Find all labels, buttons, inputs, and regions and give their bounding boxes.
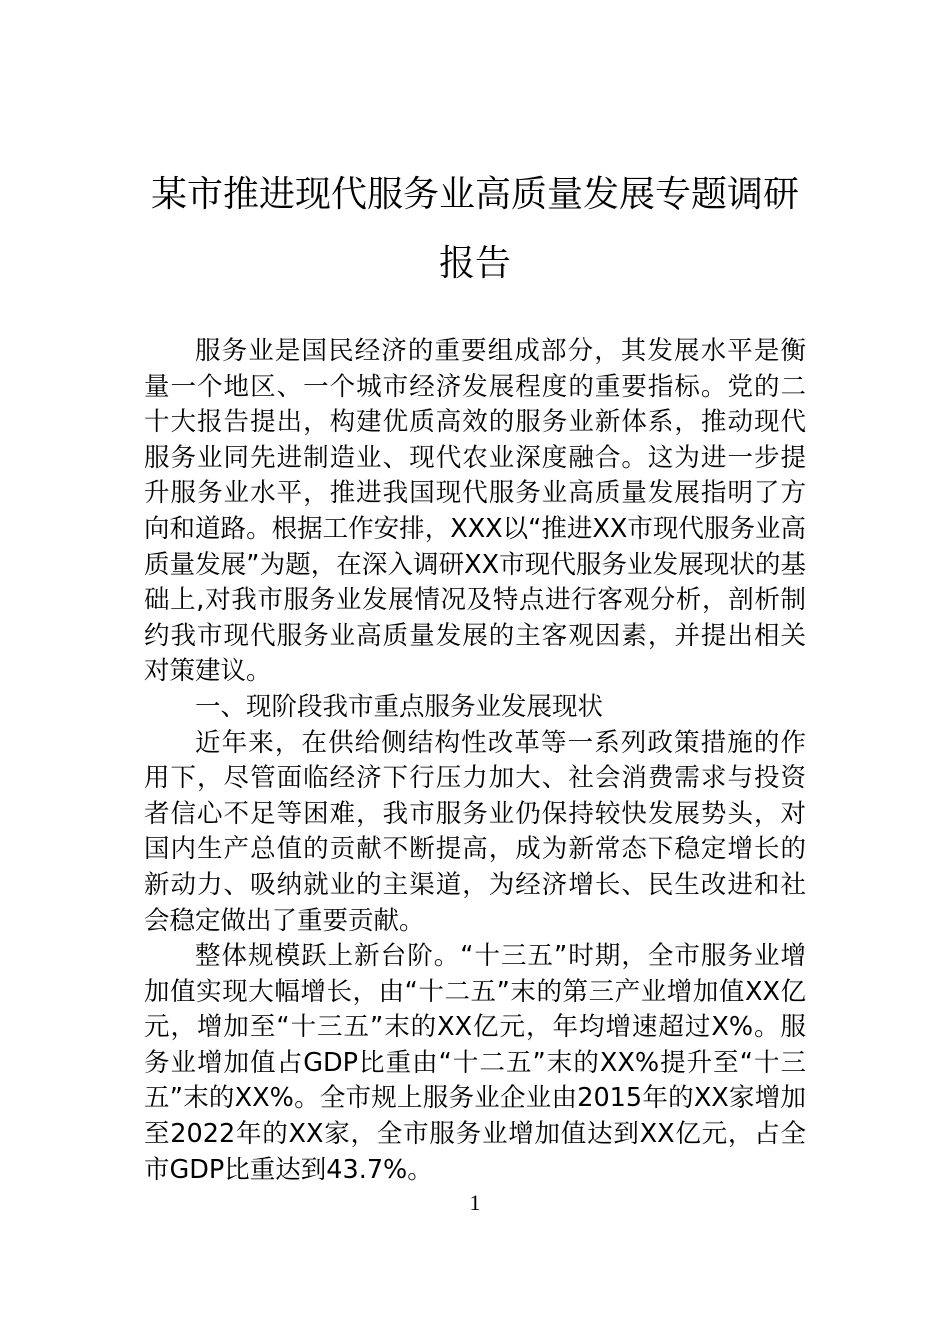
body-paragraph: 近年来，在供给侧结构性改革等一系列政策措施的作用下，尽管面临经济下行压力加大、社会消费需求与投资者信心不足等困难，我市服务业仍保持较快发展势头，对国内生产总值的贡献不断提高，成为新常态下稳定增长的新动力、吸纳就业的主渠道，为经济增长、民生改进和社会稳定做出了重要贡献。 — [144, 727, 806, 936]
document-title-line-1: 某市推进现代服务业高质量发展专题调研 — [150, 174, 799, 215]
document-title-line-2: 报告 — [438, 243, 511, 284]
document-body — [144, 334, 806, 1188]
page-number: 1 — [469, 1190, 481, 1215]
body-paragraph: 整体规模跃上新台阶。“十三五”时期，全市服务业增加值实现大幅增长，由“十二五”末的第三产业增加值XX亿元，增加至“十三五”末的XX亿元，年均增速超过X%。服务业增加值占GDP比重由“十二五”末的XX%提升至“十三五”末的XX%。全市规上服务业企业由2015年的XX家增加至2022年的XX家，全市服务业增加值达到XX亿元，占全市GDP比重达到43.7%。 — [144, 941, 806, 1185]
intro-paragraph: 服务业是国民经济的重要组成部分，其发展水平是衡量一个地区、一个城市经济发展程度的重要指标。党的二十大报告提出，构建优质高效的服务业新体系，推动现代服务业同先进制造业、现代农业深度融合。这为进一步提升服务业水平，推进我国现代服务业高质量发展指明了方向和道路。根据工作安排，XXX以“推进XX市现代服务业高质量发展”为题，在深入调研XX市现代服务业发展现状的基础上,对我市服务业发展情况及特点进行客观分析，剖析制约我市现代服务业高质量发展的主客观因素，并提出相关对策建议。 — [144, 336, 806, 687]
section-heading: 一、现阶段我市重点服务业发展现状 — [195, 691, 604, 722]
